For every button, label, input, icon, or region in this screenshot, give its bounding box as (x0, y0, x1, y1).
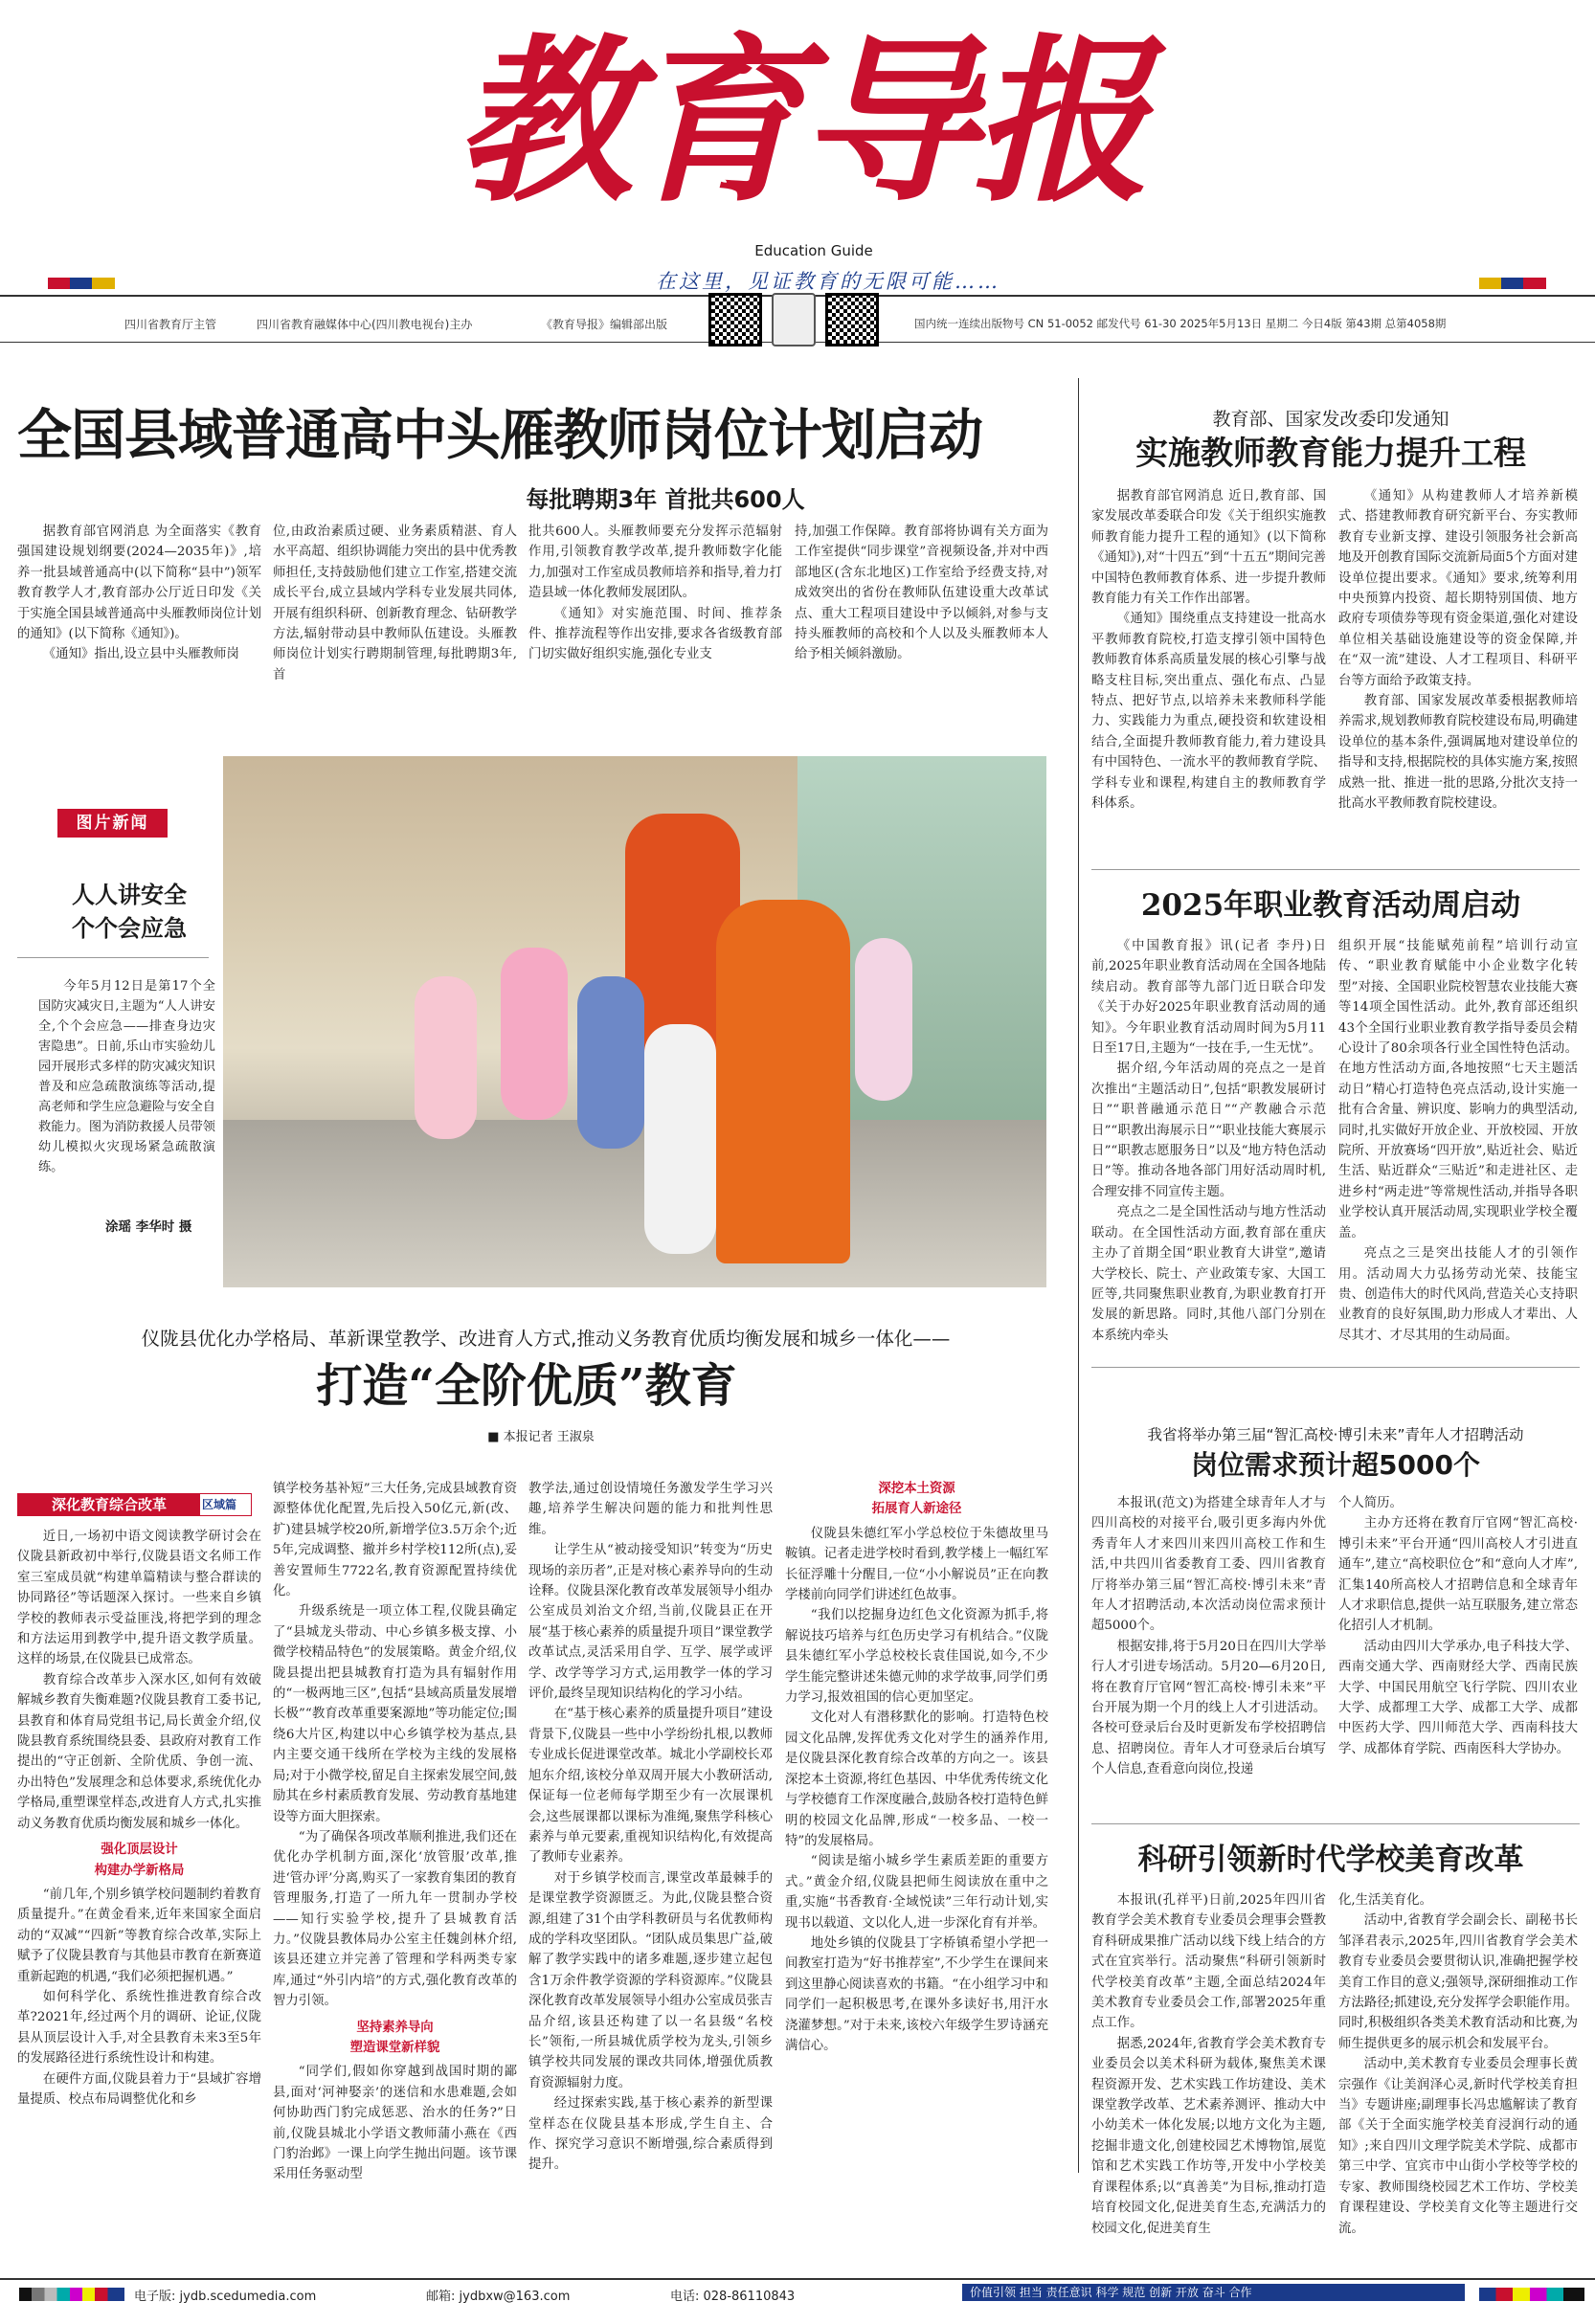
feature-subhead: 构建办学新格局 (94, 1863, 185, 1878)
photo-kicker (57, 809, 168, 838)
feature-byline: ■ 本报记者 王淑泉 (487, 1430, 595, 1444)
feature-para: “前几年,个别乡镇学校问题制约着教育质量提升。”在黄金看来,近年来国家全面启动的“双减”“四新”等教育综合改革,实际上赋予了仪陇县教育与其他县市教育在新赛道重新起跑的机遇,“我们必须把握机遇。” (17, 1887, 261, 1984)
lead-col-3 (528, 522, 782, 694)
lead-para: 《通知》对实施范围、时间、推荐条件、推荐流程等作出安排,要求各省级教育部门切实做好组织实施,强化专业支 (528, 606, 782, 662)
divider (1091, 1823, 1580, 1824)
lead-para: 《通知》指出,设立县中头雁教师岗 (42, 647, 239, 662)
feature-tag (17, 1493, 252, 1516)
colorbar-top-right (1479, 278, 1546, 289)
right4-para: 活动中,美术教育专业委员会理事长黄宗强作《让美润泽心灵,新时代学校美育担当》专题讲座;副理事长冯忠尴解读了教育部《关于全面实施学校美育浸润行动的通知》;来自四川文理学院美术学院、成都市第三中学、宜宾市中山街小学校等学校的专家、教师围绕校园艺术工作坊、学校美育课程建设、学校美育文化等主题进行交流。 (1338, 2057, 1578, 2236)
footer-values: 价值引领 担当 责任意识 科学 规范 创新 开放 奋斗 合作 (962, 2284, 1465, 2301)
right4-para: 本报讯(孔祥平)日前,2025年四川省教育学会美术教育专业委员会理事会暨教育科研成果推广活动以线下线上结合的方式在宜宾举行。活动聚焦“科研引领新时代学校美育改革”主题,全面总结2024年美术教育专业委员会工作,部署2025年重点工作。 (1091, 1893, 1326, 2031)
footer (0, 2278, 1595, 2324)
photo-floor (223, 1120, 1046, 1287)
photo-credit: 涂瑶 李华时 摄 (105, 1219, 192, 1235)
feature-tag-label: 深化教育综合改革 (18, 1494, 200, 1515)
feature-para: “同学们,假如你穿越到战国时期的鄙县,面对‘河神娶亲’的迷信和水患难题,会如何协助西门豹完成惩恶、治水的任务?”日前,仪陇县城北小学语文教师蒲小燕在《西门豹治邺》一课上向学生抛出问题。该节课采用任务驱动型 (273, 2065, 517, 2182)
right4-col-1 (1091, 1890, 1326, 2236)
right2-col-2 (1338, 936, 1578, 1357)
photo-caption-text: 今年5月12日是第17个全国防灾减灾日,主题为“人人讲安全,个个会应急——排查身边灾害隐患”。日前,乐山市实验幼儿园开展形式多样的防灾减灾知识普及和应急疏散演练等活动,提高老师和学生应急避险与安全自救能力。图为消防救援人员带领幼儿模拟火灾现场紧急疏散演练。 (38, 979, 215, 1174)
feature-para: 地处乡镇的仪陇县丁字桥镇希望小学把一间教室打造为“好书推荐室”,不少学生在课间来到这里静心阅读喜欢的书籍。“在小组学习中和同学们一起积极思考,在课外多读好书,用汗水浇灌梦想。”对于未来,该校六年级学生罗诗涵充满信心。 (785, 1935, 1048, 2053)
info-strip (0, 295, 1595, 343)
child-figure (855, 938, 912, 1101)
masthead-slogan: 在这里，见证教育的无限可能…… (656, 270, 1000, 293)
right2-col-1 (1091, 936, 1326, 1357)
feature-tag-sub: 区域篇 (202, 1498, 237, 1511)
qr-code-icon (825, 293, 879, 346)
feature-para: 在硬件方面,仪陇县着力于“县域扩容增量提质、校点布局调整优化和乡 (17, 2071, 261, 2107)
feature-para: 升级系统是一项立体工程,仪陇县确定了“县城龙头带动、中心乡镇多极支撑、小微学校精品特色”的发展策略。黄金介绍,仪陇县提出把县城教育打造为具有辐射作用的“一极两地三区”,包括“县域高质量发展增长极”“教育改革重要案源地”等功能定位;围绕6大片区,构建以中心乡镇学校为基点,县内主要交通干线所在学校为主线的发展格局;对于小微学校,留足自主探索发展空间,鼓励其在乡村素质教育发展、劳动教育基地建设等方面大胆探索。 (273, 1604, 517, 1824)
right4-title: 科研引领新时代学校美育改革 (1137, 1843, 1524, 1877)
logo-icon (772, 293, 816, 346)
colorbar-top-left (48, 278, 115, 289)
sponsor-3: 《教育导报》编辑部出版 (541, 318, 668, 331)
lead-para: 据教育部官网消息 为全面落实《教育强国建设规划纲要(2024—2035年)》,培养一批县域普通高中(以下简称“县中”)领军教育教学人才,教育部办公厅近日印发《关于实施全国县域普通高中头雁教师岗位计划的通知》(以下简称《通知》)。 (17, 525, 261, 642)
firefighter-figure (716, 900, 850, 1263)
right1-para: 教育部、国家发展改革委根据教师培养需求,规划教师教育院校建设布局,明确建设单位的基本条件,强调属地对建设单位的指导和支持,根据院校的具体实施方案,按照成熟一批、推进一批的思路,分批次支持一批高水平教师教育院校建设。 (1338, 694, 1578, 812)
feature-para: “我们以挖掘身边红色文化资源为抓手,将解说技巧培养与红色历史学习有机结合。”仪陇县朱德红军小学总校校长袁佳国说,如今,不少学生能完整讲述朱德元帅的求学故事,同学们勇力学习,报效祖国的信心更加坚定。 (785, 1608, 1048, 1706)
right4-col-2 (1338, 1890, 1578, 2236)
feature-subhead: 坚持素养导向 (356, 2020, 434, 2035)
footer-email: 邮箱: jydbxw@163.com (426, 2290, 571, 2304)
right1-col-1 (1091, 486, 1326, 860)
right3-col-2 (1338, 1493, 1578, 1819)
photo-title-2: 个个会应急 (72, 915, 187, 942)
right2-para: 组织开展“技能赋苑前程”培训行动宣传、“职业教育赋能中小企业数字化转型”对接、全国职业院校智慧农业技能大赛等14项全国性活动。此外,教育部还组织43个全国行业职业教育教学指导委员会精心设计了80余项各行业全国性特色活动。在地方性活动方面,各地按照“七天主题活动日”精心打造特色亮点活动,设计实施一批有合舍量、辨识度、影响力的典型活动,同时,扎实做好开放企业、开放校园、开放院所、开放赛场“四开放”,贴近社会、贴近生活、贴近群众“三贴近”和走进社区、走进乡村“两走进”等常规性活动,并指导各职业学校认真开展活动周,实现职业学校全覆盖。 (1338, 939, 1578, 1240)
lead-para: 位,由政治素质过硬、业务素质精湛、育人水平高超、组织协调能力突出的县中优秀教师担任,支持鼓励他们建立工作室,搭建交流成长平台,成立县域内学科专业发展共同体,开展有组织科研、创新教育理念、钻研教学方法,辐射带动县中教师队伍建设。头雁教师岗位计划实行聘期制管理,每批聘期3年,首 (273, 525, 517, 682)
feature-subhead: 强化顶层设计 (101, 1843, 178, 1858)
photo-title-1: 人人讲安全 (72, 882, 187, 908)
feature-para: “阅读是缩小城乡学生素质差距的重要方式。”黄金介绍,仪陇县把师生阅读放在重中之重,实施“书香教育·全域悦读”三年行动计划,实现书以载道、文以化人,进一步深化育有并举。 (785, 1854, 1048, 1931)
photo-kicker-label: 图片新闻 (76, 814, 149, 833)
footer-website: 电子版: jydb.scedumedia.com (134, 2290, 317, 2304)
feature-para: 让学生从“被动接受知识”转变为“历史现场的亲历者”,正是对核心素养导向的生动诠释。仪陇县深化教育改革发展领导小组办公室成员刘治文介绍,当前,仪陇县正在开展“基于核心素养的质量提升项目”课堂教学改革试点,灵活采用自学、互学、展学或评学、改学等学习方式,运用教学一体的学习评价,最终呈现知识结构化的学习小结。 (528, 1543, 773, 1702)
feature-subhead: 拓展育人新途径 (871, 1502, 962, 1517)
lead-col-1 (17, 522, 261, 694)
feature-subhead: 深挖本土资源 (878, 1482, 955, 1496)
right1-para: 《通知》围绕重点支持建设一批高水平教师教育院校,打造支撑引领中国特色教师教育体系高质量发展的核心引擎与战略支柱目标,突出重点、强化布点、凸显特点、把好节点,以培养未来教师科学能力、实践能力为重点,硬投资和软建设相结合,全面提升教师教育能力,着力建设具有中国特色、一流水平的教师教育学院、学科专业和课程,构建自主的教师教育学科体系。 (1091, 612, 1326, 812)
right3-para: 活动由四川大学承办,电子科技大学、西南交通大学、西南财经大学、西南民族大学、中国民用航空飞行学院、四川农业大学、成都理工大学、成都工大学、成都中医药大学、四川师范大学、西南科技大学、成都体育学院、西南医科大学协办。 (1338, 1639, 1578, 1756)
footer-phone: 电话: 028-86110843 (670, 2290, 796, 2304)
sponsor-2: 四川省教育融媒体中心(四川教电视台)主办 (257, 318, 473, 331)
footer-colorbar (19, 2288, 124, 2301)
right1-col-2 (1338, 486, 1578, 860)
feature-para: 教育综合改革步入深水区,如何有效破解城乡教育失衡难题?仪陇县教育工委书记,县教育和体育局党组书记,局长黄金介绍,仪陇县教育系统围绕县委、县政府对教育工作提出的“守正创新、全阶优质、争创一流、办出特色”发展理念和总体要求,系统优化办学格局,重塑课堂样态,改进育人方式,扎实推动义务教育优质均衡发展和城乡一体化。 (17, 1672, 261, 1831)
feature-para: 对于乡镇学校而言,课堂改革最棘手的是课堂教学资源匮乏。为此,仪陇县整合资源,组建了31个由学科教研员与名优教师构成的学科攻坚团队。“团队成员集思广益,破解了教学实践中的诸多难题,逐步建立起包含1万余件教学资源的学科资源库。”仪陇县深化教育改革发展领导小组办公室成员张吉品介绍,该县还构建了以一名县级“名校长”领衔,一所县城优质学校为龙头,引领乡镇学校共同发展的课改共同体,增强优质教育资源辐射力度。 (528, 1870, 773, 2090)
feature-para: 在“基于核心素养的质量提升项目”建设背景下,仪陇县一些中小学纷纷扎根,以教师专业成长促进课堂改革。城北小学副校长邓旭东介绍,该校分单双周开展大小教研活动,保证每一位老师每学期至少有一次展课机会,这些展课都以课标为准绳,聚焦学科核心素养与单元要素,重视知识结构化,有效提高了教师专业素养。 (528, 1707, 773, 1866)
feature-para: 镇学校务基补短”三大任务,完成县域教育资源整体优化配置,先后投入50亿元,新(改、扩)建县城学校20所,新增学位3.5万余个;近5年,完成调整、撤并乡村学校112所(点),妥善安置师生7722名,教育资源配置持续优化。 (273, 1482, 517, 1599)
right2-para: 据介绍,今年活动周的亮点之一是首次推出“主题活动日”,包括“职教发展研讨日”“职普融通示范日”“产教融合示范日”“职教出海展示日”“职业技能大赛展示日”“职教志愿服务日”以及“地方特色活动日”等。推动各地各部门用好活动周时机,合理安排不同宣传主题。 (1091, 1061, 1326, 1199)
lead-col-2 (273, 522, 517, 694)
right3-para: 主办方还将在教育厅官网“智汇高校·博引未来”平台开通“四川高校人才引进直通车”,建立“高校职位仓”和“意向人才库”,汇集140所高校人才招聘信息和全球青年人才求职信息,提供一站互联服务,建立常态化招引人才机制。 (1338, 1516, 1578, 1634)
divider (1091, 869, 1580, 870)
masthead-subtitle-en: Education Guide (754, 242, 873, 259)
feature-col-4 (785, 1479, 1048, 2173)
lead-para: 批共600人。头雁教师要充分发挥示范辐射作用,引领教育教学改革,提升教师数字化能力,加强对工作室成员教师培养和指导,着力打造县域一体化教师发展团队。 (528, 525, 782, 601)
lead-subtitle: 每批聘期3年 首批共600人 (526, 486, 805, 513)
divider (1091, 1367, 1580, 1368)
feature-col-2 (273, 1479, 517, 2182)
feature-para: 教学法,通过创设情境任务激发学生学习兴趣,培养学生解决问题的能力和批判性思维。 (528, 1482, 773, 1537)
feature-subhead: 塑造课堂新样貌 (349, 2040, 440, 2055)
right1-para: 据教育部官网消息 近日,教育部、国家发展改革委联合印发《关于组织实施教师教育能力提升工程的通知》(以下简称《通知》),对“十四五”到“十五五”期间完善中国特色教师教育体系、进一步提升教师教育能力有关工作作出部署。 (1091, 489, 1326, 607)
right4-para: 据悉,2024年,省教育学会美术教育专业委员会以美术科研为载体,聚焦美术课程资源开发、艺术实践工作坊建设、美术课堂教学改革、艺术素养测评、推动大中小幼美术一体化发展;以地方文化为主题,挖掘非遗文化,创建校园艺术博物馆,展览馆和艺术实践工作坊等,开发中小学校美育课程体系;以“真善美”为目标,推动打造培育校园文化,促进美育生态,充满活力的校园文化,促进美育生 (1091, 2036, 1326, 2236)
masthead-title: 教育导报 (454, 16, 1144, 226)
footer-colorbar (1479, 2288, 1584, 2301)
sponsor-1: 四川省教育厅主管 (124, 318, 217, 331)
feature-para: “为了确保各项改革顺利推进,我们还在优化办学机制方面,深化‘放管服’改革,推进‘管办评’分离,购买了一家教育集团的教育管理服务,打造了一所九年一贯制办学校——知行实验学校,提升了县城教育活力。”仪陇县教体局办公室主任魏剑林介绍,该县还建立并完善了管理和学科两类专家库,通过“外引内培”的方式,强化教育改革的智力引领。 (273, 1829, 517, 2009)
right3-title: 岗位需求预计超5000个 (1191, 1449, 1480, 1481)
feature-para: 经过探索实践,基于核心素养的新型课堂样态在仪陇县基本形成,学生自主、合作、探究学习意识不断增强,综合素质得到提升。 (528, 2096, 773, 2173)
feature-para: 仪陇县朱德红军小学总校位于朱德故里马鞍镇。记者走进学校时看到,教学楼上一幅红军长征浮雕十分醒目,一位“小小解说员”正在向教学楼前向同学们讲述红色故事。 (785, 1526, 1048, 1603)
child-figure (415, 976, 477, 1139)
divider (17, 957, 209, 958)
feature-col-1 (17, 1527, 261, 2173)
right4-para: 活动中,省教育学会副会长、副秘书长邹泽君表示,2025年,四川省教育学会美术教育专业委员会要贯彻认识,准确把握学校美育工作目的意义;强领导,深研细推动工作方法路径;抓建设,充分发挥学会职能作用。同时,积极组织各类美术教育活动和比赛,为师生提供更多的展示机会和发展平台。 (1338, 1913, 1578, 2051)
child-figure (644, 1024, 716, 1254)
feature-para: 文化对人有潜移默化的影响。打造特色校园文化品牌,发挥优秀文化对学生的涵养作用,是仪陇县深化教育综合改革的方向之一。该县深挖本土资源,将红色基因、中华优秀传统文化与学校德育工作深度融合,鼓励各校打造特色鲜明的校园文化品牌,形成“一校多品、一校一特”的发展格局。 (785, 1710, 1048, 1848)
lead-title: 全国县域普通高中头雁教师岗位计划启动 (17, 404, 982, 467)
child-figure (577, 976, 644, 1149)
right2-para: 亮点之二是全国性活动与地方性活动联动。在全国性活动方面,教育部在重庆主办了首期全国“职业教育大讲堂”,邀请大学校长、院士、产业政策专家、大国工匠等,共同聚焦职业教育,为职业教育打开发展的新思路。同时,其他八部门分别在本系统内牵头 (1091, 1205, 1326, 1343)
right2-title: 2025年职业教育活动周启动 (1140, 888, 1521, 923)
right3-para: 个人简历。 (1338, 1496, 1403, 1510)
feature-title: 打造“全阶优质”教育 (316, 1359, 737, 1413)
right1-title: 实施教师教育能力提升工程 (1135, 435, 1526, 473)
photo-caption (38, 976, 215, 1196)
divider (1078, 1369, 1079, 2173)
child-figure (501, 948, 568, 1120)
right3-para: 本报讯(范文)为搭建全球青年人才与四川高校的对接平台,吸引更多海内外优秀青年人才来四川来四川高校工作和生活,中共四川省委教育工委、四川省教育厅将举办第三届“智汇高校·博引未来”青年人才招聘活动,本次活动岗位需求预计超5000个。 (1091, 1496, 1326, 1634)
feature-col-3 (528, 1479, 773, 2173)
qr-code-icon (708, 293, 762, 346)
right2-para: 《中国教育报》讯(记者 李丹)日前,2025年职业教育活动周在全国各地陆续启动。教育部等九部门近日联合印发《关于办好2025年职业教育活动周的通知》。今年职业教育活动周时间为5月11日至17日,主题为“一技在手,一生无忧”。 (1091, 939, 1326, 1057)
right1-kicker: 教育部、国家发改委印发通知 (1212, 409, 1449, 430)
right1-para: 《通知》从构建教师人才培养新模式、搭建教师教育研究新平台、夯实教师教育专业新支撑、建设引领服务社会新高地及开创教育国际交流新局面5个方面对建设单位提出要求。《通知》要求,统筹利用中央预算内投资、超长期特别国债、地方政府专项债券等现有资金渠道,强化对建设单位相关基础设施建设等的资金保障,并在“双一流”建设、人才工程项目、科研平台等方面给予政策支持。 (1338, 489, 1578, 688)
feature-para: 近日,一场初中语文阅读教学研讨会在仪陇县新政初中举行,仪陇县语文名师工作室三室成员就“构建单篇精读与整合群读的协同路径”等话题深入探讨。一些来自乡镇学校的教师表示受益匪浅,将把学到的理念和方法运用到教学中,提升语文教学质量。这样的场景,在仪陇县已成常态。 (17, 1530, 261, 1667)
right2-para: 亮点之三是突出技能人才的引领作用。活动周大力弘扬劳动光荣、技能宝贵、创造伟大的时代风尚,营造关心支持职业教育的良好氛围,助力形成人才辈出、人尽其才、才尽其用的生动局面。 (1338, 1246, 1578, 1343)
issue-info: 国内统一连续出版物号 CN 51-0052 邮发代号 61-30 2025年5月13日 星期二 今日4版 第43期 总第4058期 (914, 317, 1447, 330)
feature-kicker: 仪陇县优化办学格局、革新课堂教学、改进育人方式,推动义务教育优质均衡发展和城乡一体化—— (141, 1328, 951, 1350)
news-photo (223, 756, 1046, 1287)
right3-col-1 (1091, 1493, 1326, 1819)
right4-para: 化,生活美育化。 (1338, 1893, 1432, 1908)
lead-col-4 (795, 522, 1048, 694)
feature-para: 如何科学化、系统性推进教育综合改革?2021年,经过两个月的调研、论证,仪陇县从顶层设计入手,对全县教育未来3至5年的发展路径进行系统性设计和构建。 (17, 1989, 261, 2067)
lead-para: 持,加强工作保障。教育部将协调有关方面为工作室提供“同步课堂”音视频设备,并对中西部地区(含东北地区)工作室给予经费支持,对成效突出的省份在教师队伍建设重大改革试点、重大工程项目建设中予以倾斜,对参与支持头雁教师的高校和个人以及头雁教师本人给予相关倾斜激励。 (795, 525, 1048, 662)
right3-para: 根据安排,将于5月20日在四川大学举行人才引进专场活动。5月20—6月20日,将在教育厅官网“智汇高校·博引未来”平台开展为期一个月的线上人才引进活动。各校可登录后台及时更新发布学校招聘信息、招聘岗位。青年人才可登录后台填写个人信息,查看意向岗位,投递 (1091, 1639, 1326, 1777)
right3-kicker: 我省将举办第三届“智汇高校·博引未来”青年人才招聘活动 (1147, 1426, 1524, 1443)
